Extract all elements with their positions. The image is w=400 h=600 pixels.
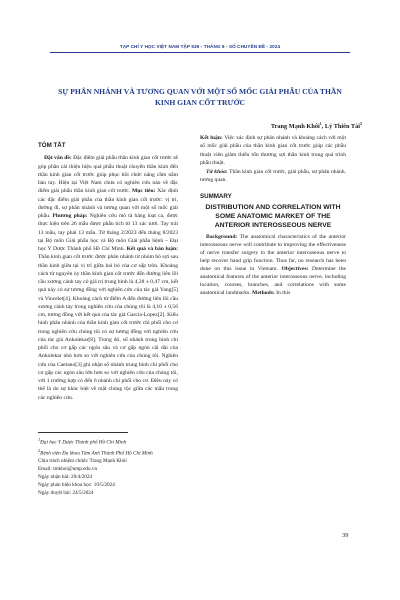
abstract-paragraph-cont	[200, 134, 346, 167]
keywords-vn	[200, 168, 346, 185]
author-2-affil-mark: 2	[360, 121, 362, 126]
date-reviewed: Ngày phản biện khoa học: 10/5/2024	[38, 482, 115, 489]
date-accepted: Ngày duyệt bài: 24/5/2024	[38, 490, 94, 497]
label-phuong-phap: Phương pháp:	[52, 213, 88, 219]
text-muc-tieu: Xác định các đặc điểm giải phẫu của thần kinh gian cốt trước: vị trí, đường đi, sự phân nhánh và tương quan với một số mốc giải phẫu.	[38, 188, 178, 219]
footnote-rule	[38, 432, 128, 433]
text-background: The anatomical characteristics of the anterior interosseous nerve will contribute to improving the effectiveness of nerve transfer surgery to the anterior interosseous nerve to help recover hand grip function. Thus far, no research has been done on this issue in Vietnam.	[200, 233, 346, 272]
text-ket-qua: Thần kinh gian cốt trước được phân nhánh từ nhóm bó sợi sau thần kinh giữa tại vị trí giữa hai bó của cơ sấp tròn. Khoảng cách từ nguyên ủy thần kinh gian cốt trước đến đường liên lồi cầu xương cánh tay có giá trị trung bình là 4,38 ± 0,47 cm, kết quả này có sự tương đồng với nghiên cứu của tác giả Yang[5] và Vincelet[4]. Khoảng cách từ điểm A đến đường liên lồi cầu xương cánh tay trong nghiên cứu của chúng tôi là 4,10 ± 0,56 cm, tương đồng với kết quả của tác giả Garcia-Lopez[2]. Kiểu hình phân nhánh của thần kinh gian cốt trước chi phối cho cơ trong nghiên cứu chúng tôi có sự tương đồng với nghiên cứu của tác giả Ankolekar[8]. Trong đó, số nhánh trung bình chi phối cho cơ gấp các ngón sâu và cơ gấp ngón cái dài của Ankolekar nhỏ hơn so với nghiên cứu của chúng tôi. Nghiên cứu của Caetano[3] ghi nhận số nhánh trung bình chi phối cho cơ gấp các ngón sâu lớn hơn so với nghiên cứu của chúng tôi, với 1 trường hợp có đến 6 nhánh chi phối cho cơ. Điều này có thể là do sự khác biệt về mặt chủng tộc giữa các mẫu trong các nghiên cứu.	[38, 254, 178, 401]
text-objectives: Determine the anatomical features of the anterior interosseous nerve, including location, courses, branches, and correlations with some anatomical landmarks.	[200, 265, 346, 296]
text-tu-khoa: Thần kinh gian cốt trước, giải phẫu, sự phân nhánh, tương quan.	[200, 169, 347, 184]
article-title-en: DISTRIBUTION AND CORRELATION WITH SOME ANATOMIC MARKET OF THE ANTERIOR INTEROSSEOUS NERVE	[205, 203, 341, 229]
text-dat-van-de: Đặc điểm giải phẫu thần kinh gian cốt trước sẽ góp phần cải thiện hiệu quả phẫu thuật chuyển thần kinh đến thần kinh gian cốt trước giúp phục hồi chức năng cầm nắm bàn tay. Hiện tại Việt Nam chưa có nghiên cứu nào về đặc điểm giải phẫu thần kinh gian cốt trước.	[38, 155, 178, 195]
date-received: Ngày nhận bài: 20/4/2024	[38, 474, 93, 481]
text-methods: In this	[274, 289, 291, 296]
label-background: Background:	[206, 233, 238, 240]
summary-paragraph	[200, 233, 346, 297]
author-1: Trang Mạnh Khôi	[270, 123, 320, 131]
label-objectives: Objectives:	[281, 265, 309, 272]
article-title-vn: SỰ PHÂN NHÁNH VÀ TƯƠNG QUAN VỚI MỘT SỐ MỐC GIẢI PHẪU CỦA THẦN KINH GIAN CỐT TRƯỚC	[58, 87, 342, 107]
author-line	[212, 121, 362, 130]
label-methods: Methods:	[252, 289, 275, 296]
label-ket-qua: Kết quả và bàn luận:	[126, 246, 178, 252]
abstract-paragraph	[38, 154, 178, 402]
label-dat-van-de: Đặt vấn đề:	[44, 155, 72, 162]
journal-running-header: TẠP CHÍ Y HỌC VIỆT NAM TẬP 539 - THÁNG 6 - SỐ CHUYÊN ĐỀ - 2024	[119, 44, 281, 49]
right-column	[200, 134, 346, 297]
summary-heading: SUMMARY	[200, 192, 232, 200]
author-1-affil-mark: 1	[319, 121, 322, 126]
affil-1: $^1$Đại học Y Dược Thành phố Hồ Chí Minh	[38, 437, 127, 446]
header-rule	[50, 52, 350, 53]
affiliations-footnote	[38, 432, 178, 497]
label-muc-tieu: Mục tiêu:	[131, 188, 156, 195]
corresponding-email: Email: tmkhoi@ump.edu.vn	[38, 466, 98, 473]
page-number: 39	[342, 532, 349, 539]
corresponding-author: Chịu trách nhiệm chính: Trang Mạnh Khôi	[38, 458, 127, 465]
label-ket-luan: Kết luận:	[200, 135, 223, 141]
text-phuong-phap: Nghiên cứu mô tả hàng loạt ca, được thực hiện trên 26 mẫu được phẫu tích từ 13 xác tươi. Tay trái 13 mẫu, tay phải 13 mẫu. Từ tháng 2/2023 đến tháng 8/2023 tại Bộ môn Giải phẫu học và Bộ môn Giải phẫu bệnh – Đại học Y Dược Thành phố Hồ Chí Minh.	[38, 213, 179, 252]
abstract-heading: TÓM TẮT	[38, 142, 66, 149]
label-tu-khoa: Từ khóa:	[206, 169, 228, 175]
affil-2: $^2$Bệnh viện Đa khoa Tâm Anh Thành Phố Hồ Chí Minh	[38, 447, 153, 457]
abstract-vn-column	[38, 140, 178, 402]
text-ket-luan: Việc xác định sự phân nhánh và khoảng cách với một số mốc giải phẫu của thần kinh gian cốt trước giúp các phẫu thuật viên giảm thiểu tổn thương sợi thần kinh trong quá trình phẫu thuật.	[200, 135, 347, 166]
author-2: , Lý Thiên Tài	[321, 123, 360, 131]
